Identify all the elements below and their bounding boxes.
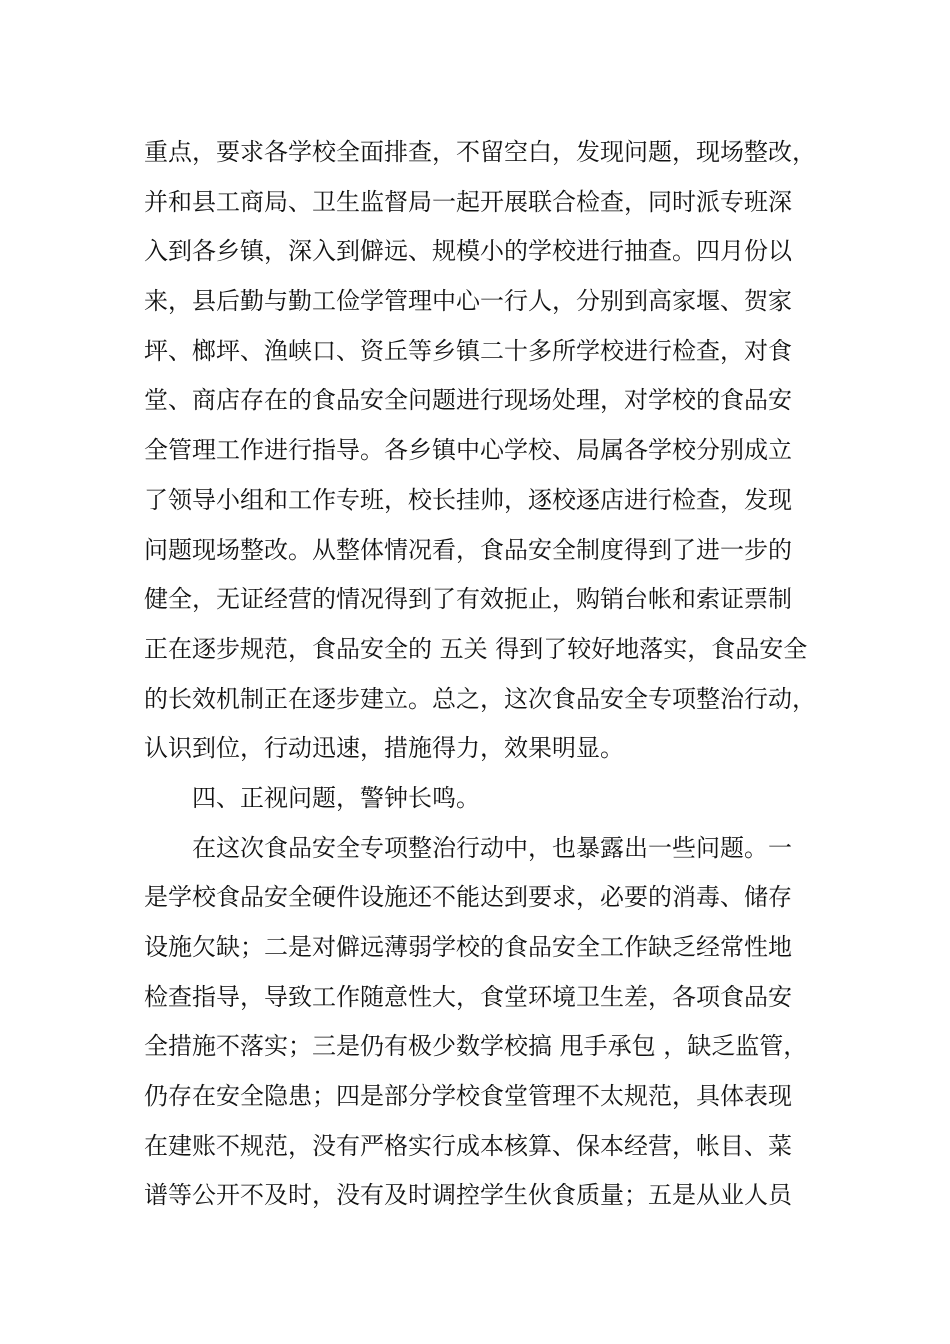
text-line: 并和县工商局、卫生监督局一起开展联合检查，同时派专班深 — [144, 187, 792, 216]
text-line: 问题现场整改。从整体情况看，食品安全制度得到了进一步的 — [144, 535, 792, 564]
text-line: 坪、榔坪、渔峡口、资丘等乡镇二十多所学校进行检查，对食 — [144, 336, 792, 365]
text-line: 在这次食品安全专项整治行动中，也暴露出一些问题。一 — [192, 833, 792, 862]
text-line: 堂、商店存在的食品安全问题进行现场处理，对学校的食品安 — [144, 386, 792, 415]
text-line: 正在逐步规范，食品安全的 五关 得到了较好地落实，食品安全 — [144, 634, 808, 663]
text-line: 检查指导，导致工作随意性大，食堂环境卫生差，各项食品安 — [144, 982, 792, 1011]
text-line: 全管理工作进行指导。各乡镇中心学校、局属各学校分别成立 — [144, 436, 792, 465]
text-line: 在建账不规范，没有严格实行成本核算、保本经营，帐目、菜 — [144, 1131, 792, 1160]
text-line: 设施欠缺；二是对僻远薄弱学校的食品安全工作缺乏经常性地 — [144, 933, 792, 961]
text-line: 入到各乡镇，深入到僻远、规模小的学校进行抽查。四月份以 — [144, 237, 792, 266]
text-line: 来，县后勤与勤工俭学管理中心一行人，分别到高家堰、贺家 — [144, 287, 792, 316]
text-line: 健全，无证经营的情况得到了有效扼止，购销台帐和索证票制 — [144, 585, 792, 614]
text-line: 谱等公开不及时，没有及时调控学生伙食质量；五是从业人员 — [144, 1181, 792, 1210]
text-line: 认识到位，行动迅速，措施得力，效果明显。 — [144, 734, 624, 763]
text-line: 了领导小组和工作专班，校长挂帅，逐校逐店进行检查，发现 — [144, 485, 792, 514]
text-line: 全措施不落实；三是仍有极少数学校搞 甩手承包 ，缺乏监管， — [144, 1032, 808, 1061]
text-line: 是学校食品安全硬件设施还不能达到要求，必要的消毒、储存 — [144, 883, 792, 912]
text-line: 重点，要求各学校全面排查，不留空白，发现问题，现场整改， — [144, 138, 816, 166]
text-line: 的长效机制正在逐步建立。总之，这次食品安全专项整治行动， — [144, 684, 816, 713]
section-heading: 四、正视问题，警钟长鸣。 — [192, 783, 480, 812]
text-line: 仍存在安全隐患；四是部分学校食堂管理不太规范，具体表现 — [144, 1082, 792, 1111]
document-body — [144, 128, 824, 1221]
